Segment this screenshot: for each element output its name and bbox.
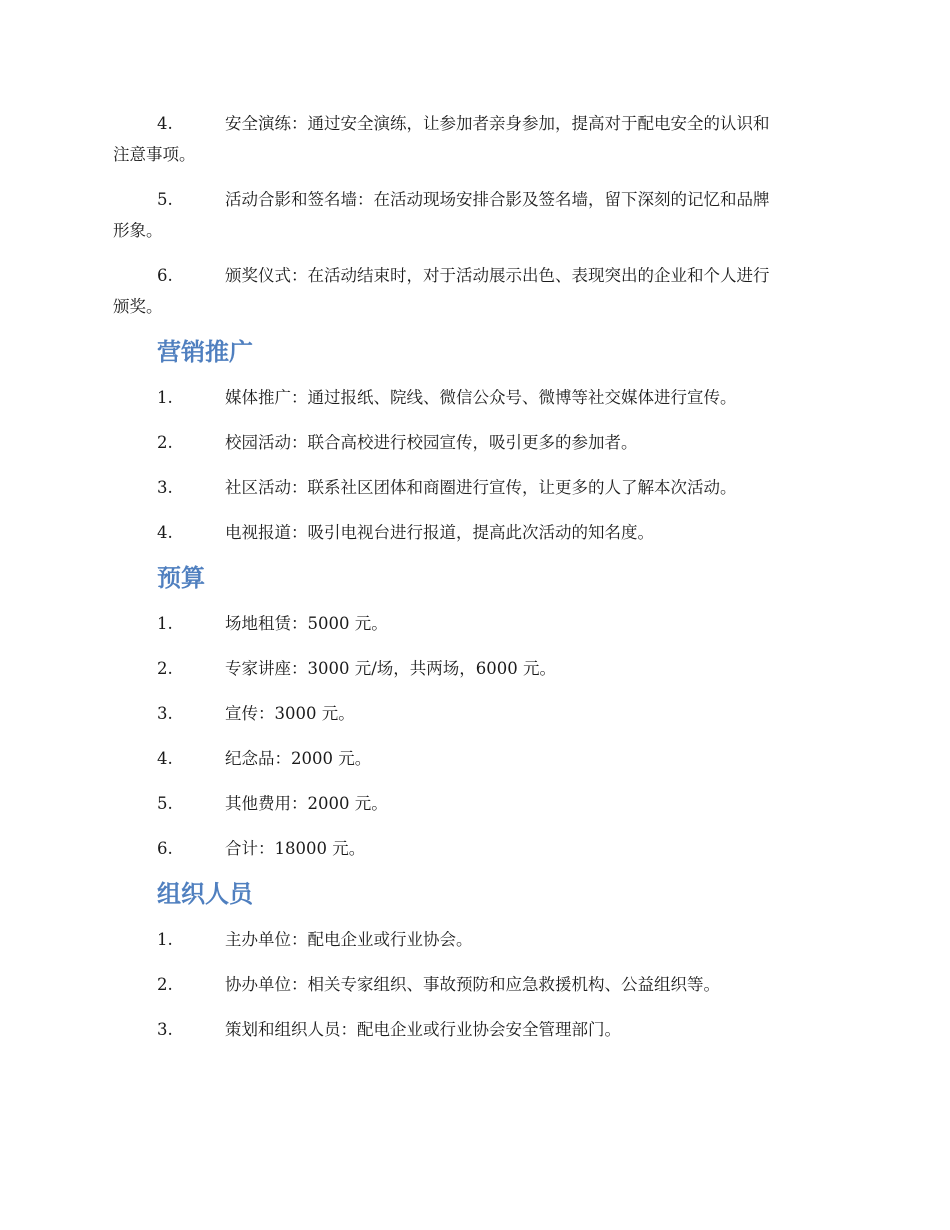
list-item [113, 788, 840, 819]
list-text: 校园活动：联合高校进行校园宣传，吸引更多的参加者。 [225, 433, 638, 452]
list-text: 活动合影和签名墙：在活动现场安排合影及签名墙，留下深刻的记忆和品牌 [225, 190, 770, 209]
list-text: 协办单位：相关专家组织、事故预防和应急救援机构、公益组织等。 [225, 975, 720, 994]
list-text: 电视报道：吸引电视台进行报道，提高此次活动的知名度。 [225, 523, 654, 542]
list-item [113, 969, 840, 1000]
list-number: 1. [157, 930, 173, 949]
list-text-continuation: 形象。 [113, 221, 163, 240]
list-number: 5. [157, 190, 173, 209]
list-number: 6. [157, 266, 173, 285]
list-text: 宣传：3000 元。 [225, 704, 355, 723]
list-item [113, 108, 840, 170]
list-number: 2. [157, 433, 173, 452]
list-number: 5. [157, 794, 173, 813]
list-item [113, 924, 840, 955]
list-text: 纪念品：2000 元。 [225, 749, 372, 768]
list-number: 1. [157, 614, 173, 633]
list-number: 2. [157, 975, 173, 994]
document-content [113, 108, 840, 1059]
list-number: 3. [157, 704, 173, 723]
list-item [113, 260, 840, 322]
list-item [113, 517, 840, 548]
organization-list [113, 924, 840, 1045]
list-text: 媒体推广：通过报纸、院线、微信公众号、微博等社交媒体进行宣传。 [225, 388, 737, 407]
list-number: 4. [157, 523, 173, 542]
list-number: 3. [157, 478, 173, 497]
list-text: 场地租赁：5000 元。 [225, 614, 388, 633]
section-title-budget: 预算 [157, 564, 205, 592]
list-number: 2. [157, 659, 173, 678]
list-item [113, 382, 840, 413]
list-number: 4. [157, 749, 173, 768]
list-item [113, 743, 840, 774]
list-item [113, 1014, 840, 1045]
list-item [113, 427, 840, 458]
budget-list [113, 608, 840, 864]
list-text: 专家讲座：3000 元/场，共两场，6000 元。 [225, 659, 557, 678]
list-text: 策划和组织人员：配电企业或行业协会安全管理部门。 [225, 1020, 621, 1039]
list-number: 1. [157, 388, 173, 407]
list-text: 其他费用：2000 元。 [225, 794, 388, 813]
list-item [113, 608, 840, 639]
list-text-continuation: 颁奖。 [113, 297, 163, 316]
section-title-marketing: 营销推广 [157, 338, 253, 366]
list-text: 安全演练：通过安全演练，让参加者亲身参加，提高对于配电安全的认识和 [225, 114, 770, 133]
list-item [113, 653, 840, 684]
list-text: 主办单位：配电企业或行业协会。 [225, 930, 473, 949]
list-item [113, 698, 840, 729]
list-item [113, 184, 840, 246]
list-text: 合计：18000 元。 [225, 839, 366, 858]
list-item [113, 833, 840, 864]
list-text: 社区活动：联系社区团体和商圈进行宣传，让更多的人了解本次活动。 [225, 478, 737, 497]
list-item [113, 472, 840, 503]
list-text: 颁奖仪式：在活动结束时，对于活动展示出色、表现突出的企业和个人进行 [225, 266, 770, 285]
list-number: 3. [157, 1020, 173, 1039]
marketing-list [113, 382, 840, 548]
list-text-continuation: 注意事项。 [113, 145, 196, 164]
list-number: 6. [157, 839, 173, 858]
list-number: 4. [157, 114, 173, 133]
section-title-organization: 组织人员 [157, 880, 253, 908]
